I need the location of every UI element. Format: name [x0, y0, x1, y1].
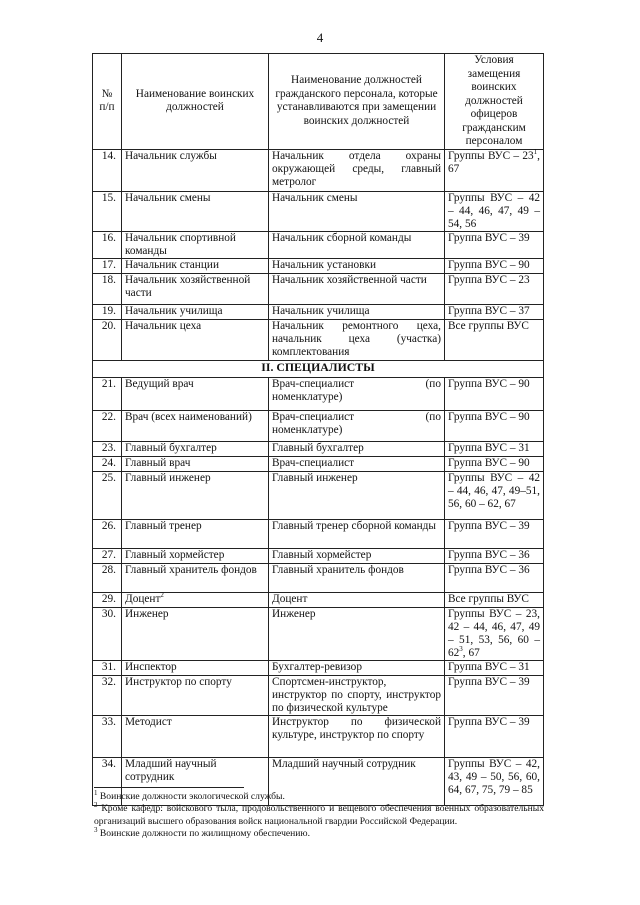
civil-position: Главный хормейстер — [269, 548, 445, 563]
positions-table — [92, 53, 544, 806]
table-row — [93, 519, 544, 548]
row-number: 30. — [93, 607, 122, 660]
footnote-1: $^1$ Воинские должности экологической службы. — [94, 788, 285, 802]
replacement-conditions: Группы ВУС – 42 – 44, 46, 47, 49–51, 56, 60 – 62, 67 — [445, 471, 544, 519]
replacement-conditions: Группа ВУС – 39 — [445, 675, 544, 715]
replacement-conditions: Группа ВУС – 36 — [445, 548, 544, 563]
civil-position: Главный бухгалтер — [269, 441, 445, 456]
civil-position: Доцент — [269, 592, 445, 607]
replacement-conditions: Группа ВУС – 90 — [445, 259, 544, 274]
table-row — [93, 232, 544, 259]
table-row — [93, 563, 544, 592]
row-number: 18. — [93, 274, 122, 305]
military-position: Ведущий врач — [122, 377, 269, 410]
military-position: Инструктор по спорту — [122, 675, 269, 715]
civil-position: Инструктор по физической культуре, инструктор по спорту — [269, 716, 445, 758]
replacement-conditions: Группа ВУС – 31 — [445, 660, 544, 675]
replacement-conditions: Группа ВУС – 23 — [445, 274, 544, 305]
table-row — [93, 716, 544, 758]
table-row — [93, 274, 544, 305]
military-position: Главный бухгалтер — [122, 441, 269, 456]
row-number: 22. — [93, 410, 122, 441]
table-row — [93, 675, 544, 715]
replacement-conditions: Группа ВУС – 31 — [445, 441, 544, 456]
civil-position: Спортсмен-инструктор, инструктор по спорту, инструктор по физической культуре — [269, 675, 445, 715]
civil-position: Начальник отдела охраны окружающей среды, главный метролог — [269, 149, 445, 191]
civil-position: Врач-специалист (по номенклатуре) — [269, 410, 445, 441]
row-number: 19. — [93, 305, 122, 320]
table-header-row — [93, 54, 544, 150]
military-position: Доцент$^2$ — [122, 592, 269, 607]
table-row — [93, 660, 544, 675]
military-position: Начальник училища — [122, 305, 269, 320]
civil-position: Начальник хозяйственной части — [269, 274, 445, 305]
civil-position: Начальник сборной команды — [269, 232, 445, 259]
header-civil: Наименование должностей гражданского персонала, которые устанавливаются при замещении воинских должностей — [269, 54, 445, 150]
replacement-conditions: Группа ВУС – 39 — [445, 519, 544, 548]
civil-position: Инженер — [269, 607, 445, 660]
footnote-ref: 1 — [533, 148, 538, 157]
civil-position: Главный инженер — [269, 471, 445, 519]
military-position: Методист — [122, 716, 269, 758]
table-row — [93, 548, 544, 563]
replacement-conditions: Группы ВУС – 23, 42 – 44, 46, 47, 49 – 51, 53, 56, $60 - 62^3$, 67 — [445, 607, 544, 660]
row-number: 32. — [93, 675, 122, 715]
replacement-conditions: Группа ВУС – 90 — [445, 410, 544, 441]
footnote-separator — [94, 787, 244, 788]
row-number: 16. — [93, 232, 122, 259]
military-position: Младший научный сотрудник — [122, 758, 269, 806]
footnotes — [94, 788, 544, 840]
table-row — [93, 259, 544, 274]
civil-position: Главный тренер сборной команды — [269, 519, 445, 548]
military-position: Главный инженер — [122, 471, 269, 519]
row-number: 21. — [93, 377, 122, 410]
table-row — [93, 377, 544, 410]
military-position: Начальник хозяйственной части — [122, 274, 269, 305]
military-position: Врач (всех наименований) — [122, 410, 269, 441]
row-number: 31. — [93, 660, 122, 675]
row-number: 17. — [93, 259, 122, 274]
row-number: 26. — [93, 519, 122, 548]
footnote-3: $^3$ Воинские должности по жилищному обеспечению. — [94, 825, 310, 839]
table-row — [93, 320, 544, 360]
military-position: Главный тренер — [122, 519, 269, 548]
military-position: Начальник службы — [122, 149, 269, 191]
civil-position: Младший научный сотрудник — [269, 758, 445, 806]
replacement-conditions: Все группы ВУС — [445, 320, 544, 360]
military-position: Инженер — [122, 607, 269, 660]
section-title: II. СПЕЦИАЛИСТЫ — [93, 360, 544, 377]
table-row — [93, 410, 544, 441]
replacement-conditions: Группа ВУС – 90 — [445, 456, 544, 471]
table-row — [93, 592, 544, 607]
table-row — [93, 607, 544, 660]
replacement-conditions: Группа ВУС – 90 — [445, 377, 544, 410]
section-row — [93, 360, 544, 377]
row-number: 29. — [93, 592, 122, 607]
table-row — [93, 456, 544, 471]
row-number: 24. — [93, 456, 122, 471]
header-num: № п/п — [93, 54, 122, 150]
military-position: Главный хормейстер — [122, 548, 269, 563]
civil-position: Врач-специалист (по номенклатуре) — [269, 377, 445, 410]
replacement-conditions: Группы ВУС – 42 – 44, 46, 47, 49 – 54, 56 — [445, 191, 544, 231]
footnote-ref: 2 — [160, 590, 164, 599]
civil-position: Начальник училища — [269, 305, 445, 320]
row-number: 20. — [93, 320, 122, 360]
table-row — [93, 441, 544, 456]
military-position: Начальник цеха — [122, 320, 269, 360]
civil-position: Начальник смены — [269, 191, 445, 231]
header-conditions: Условия замещения воинских должностей офицеров гражданским персоналом — [445, 54, 544, 150]
footnote-2: $^2$ Кроме кафедр: войскового тыла, продовольственного и вещевого обеспечения военных образовательных организаций высшего образования войск национальной гвардии Российской Федерации. — [94, 801, 544, 827]
row-number: 14. — [93, 149, 122, 191]
row-number: 28. — [93, 563, 122, 592]
header-military: Наименование воинских должностей — [122, 54, 269, 150]
replacement-conditions: Группы ВУС – 42, 43, 49 – 50, 56, 60, 64, 67, 75, 79 – 85 — [445, 758, 544, 806]
military-position: Начальник станции — [122, 259, 269, 274]
replacement-conditions: Группа ВУС – 39 — [445, 232, 544, 259]
civil-position: Врач-специалист — [269, 456, 445, 471]
replacement-conditions: Все группы ВУС — [445, 592, 544, 607]
replacement-conditions: Группы ВУС – $23^1$, 67 — [445, 149, 544, 191]
civil-position: Начальник установки — [269, 259, 445, 274]
row-number: 27. — [93, 548, 122, 563]
military-position: Начальник смены — [122, 191, 269, 231]
footnote-ref: 3 — [459, 645, 463, 654]
military-position: Инспектор — [122, 660, 269, 675]
civil-position: Главный хранитель фондов — [269, 563, 445, 592]
table-row — [93, 471, 544, 519]
military-position: Главный врач — [122, 456, 269, 471]
row-number: 15. — [93, 191, 122, 231]
page-number: 4 — [316, 30, 324, 45]
military-position: Главный хранитель фондов — [122, 563, 269, 592]
replacement-conditions: Группа ВУС – 37 — [445, 305, 544, 320]
table-row — [93, 191, 544, 231]
military-position: Начальник спортивной команды — [122, 232, 269, 259]
row-number: 25. — [93, 471, 122, 519]
civil-position: Начальник ремонтного цеха, начальник цеха (участка) комплектования — [269, 320, 445, 360]
row-number: 34. — [93, 758, 122, 806]
replacement-conditions: Группа ВУС – 36 — [445, 563, 544, 592]
row-number: 23. — [93, 441, 122, 456]
replacement-conditions: Группа ВУС – 39 — [445, 716, 544, 758]
table-row — [93, 305, 544, 320]
row-number: 33. — [93, 716, 122, 758]
table-row — [93, 149, 544, 191]
civil-position: Бухгалтер-ревизор — [269, 660, 445, 675]
